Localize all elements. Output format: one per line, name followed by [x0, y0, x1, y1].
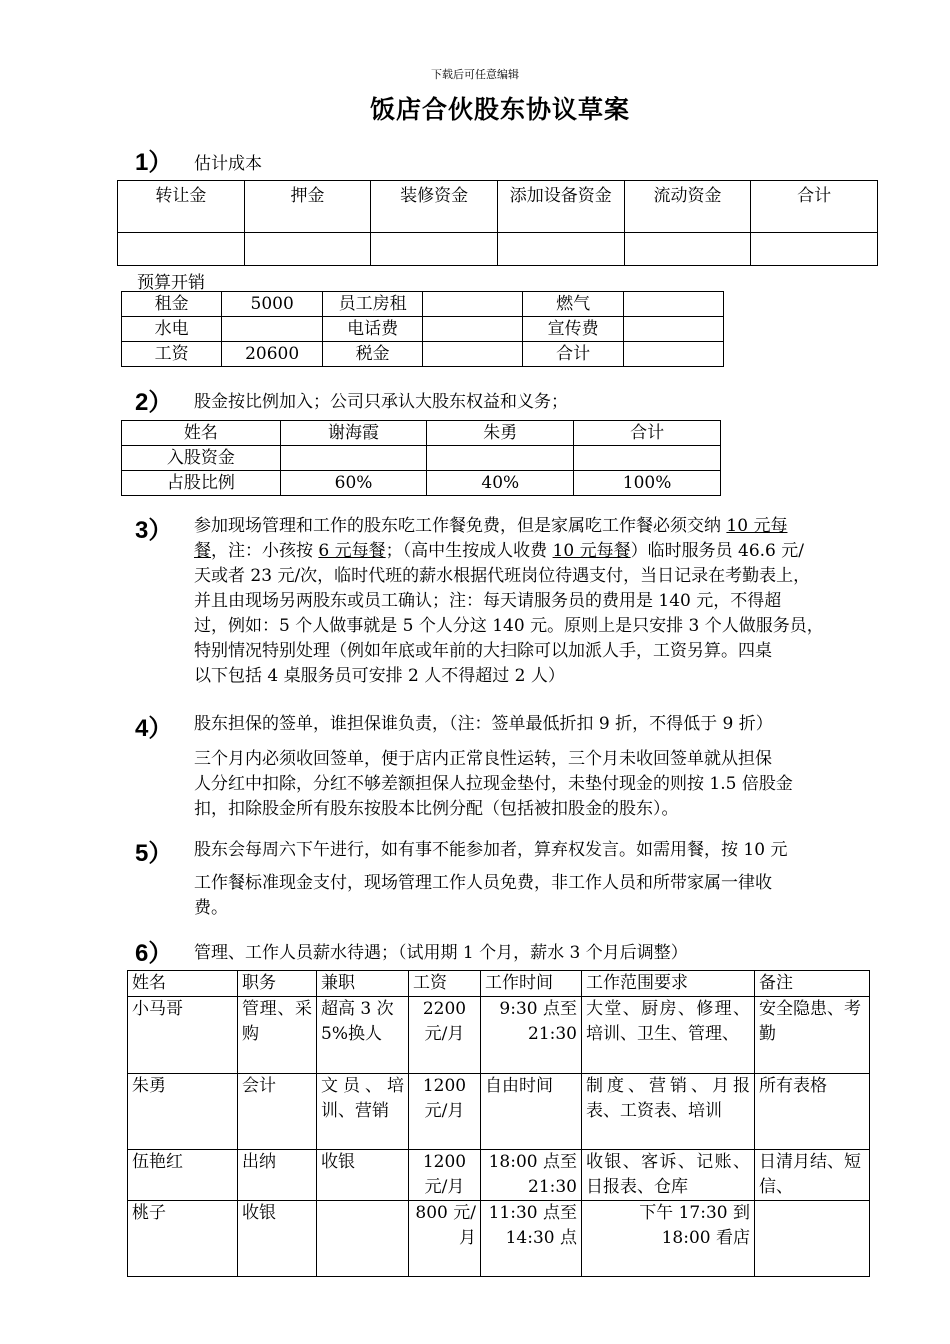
shares-header-partner-2: 朱勇 [427, 421, 574, 446]
budget-cell: 员工房租 [322, 292, 422, 317]
budget-cell: 电话费 [322, 317, 422, 342]
budget-label: 预算开销 [137, 273, 205, 293]
cost-cell [751, 233, 878, 266]
budget-cell [423, 317, 523, 342]
s3-text: 参加现场管理和工作的股东吃工作餐免费，但是家属吃工作餐必须交纳 [194, 516, 727, 536]
header-note: 下载后可任意编辑 [431, 68, 519, 81]
cost-cell [118, 233, 245, 266]
s3-line: 以下包括 4 桌服务员可安排 2 人不得超过 2 人） [194, 666, 565, 686]
staff-cell-scope: 大堂、厨房、修理、培训、卫生、管理、 [582, 997, 755, 1074]
cost-cell [244, 233, 371, 266]
staff-cell-notes: 安全隐患、考勤 [755, 997, 870, 1074]
section-4-body [194, 747, 864, 822]
shares-cell: 60% [280, 471, 427, 496]
cost-header-total: 合计 [751, 181, 878, 233]
section-4-number: 4） [135, 715, 173, 742]
budget-table [121, 291, 724, 367]
s3-text: ）临时服务员 46.6 元/ [630, 541, 804, 561]
cost-header-equipment: 添加设备资金 [497, 181, 624, 233]
budget-cell: 工资 [122, 342, 222, 367]
budget-cell [623, 342, 723, 367]
section-2-number: 2） [135, 389, 173, 416]
s3-underline: 6 元每餐 [318, 541, 386, 561]
staff-cell-salary: 1200 元/月 [409, 1074, 481, 1150]
shares-row-label: 入股资金 [122, 446, 281, 471]
cost-header-working-capital: 流动资金 [624, 181, 751, 233]
s5-line-1: 股东会每周六下午进行，如有事不能参加者，算弃权发言。如需用餐，按 10 元 [194, 840, 788, 860]
staff-cell-scope: 下午 17:30 到 18:00 看店 [582, 1201, 755, 1277]
budget-cell: 宣传费 [523, 317, 623, 342]
staff-cell-hours: 18:00 点至 21:30 [481, 1150, 582, 1201]
shares-header-name: 姓名 [122, 421, 281, 446]
staff-header-scope: 工作范围要求 [582, 971, 755, 997]
staff-header-position: 职务 [238, 971, 317, 997]
staff-cell-salary: 1200 元/月 [409, 1150, 481, 1201]
shares-cell: 40% [427, 471, 574, 496]
s3-line: 过，例如：5 个人做事就是 5 个人分这 140 元。原则上是只安排 3 个人做服务员， [194, 616, 824, 636]
s3-underline: 10 元每餐 [552, 541, 631, 561]
section-5-number: 5） [135, 840, 173, 867]
staff-table [127, 970, 870, 1277]
budget-cell: 合计 [523, 342, 623, 367]
budget-cell [222, 317, 323, 342]
budget-cell [623, 292, 723, 317]
section-6-text: 管理、工作人员薪水待遇；（试用期 1 个月，薪水 3 个月后调整） [194, 943, 688, 963]
staff-cell-name: 伍艳红 [128, 1150, 238, 1201]
staff-cell-scope: 收银、客诉、记账、日报表、仓库 [582, 1150, 755, 1201]
staff-cell-position: 会计 [238, 1074, 317, 1150]
s3-line: 天或者 23 元/次，临时代班的薪水根据代班岗位待遇支付，当日记录在考勤表上， [194, 566, 811, 586]
section-3-number: 3） [135, 517, 173, 544]
cost-cell [624, 233, 751, 266]
budget-cell [423, 342, 523, 367]
s4-line-1: 股东担保的签单，谁担保谁负责，（注：签单最低折扣 9 折，不得低于 9 折） [194, 714, 773, 734]
cost-cell [371, 233, 498, 266]
staff-cell-notes: 日清月结、短信、 [755, 1150, 870, 1201]
staff-cell-scope: 制度、营销、月报表、工资表、培训 [582, 1074, 755, 1150]
section-1-number: 1） [135, 149, 173, 176]
s3-line: 特别情况特别处理（例如年底或年前的大扫除可以加派人手，工资另算。四桌 [194, 641, 772, 661]
staff-cell-name: 朱勇 [128, 1074, 238, 1150]
shares-table [121, 420, 721, 496]
cost-header-renovation: 装修资金 [371, 181, 498, 233]
cost-header-transfer: 转让金 [118, 181, 245, 233]
shares-cell [574, 446, 721, 471]
s5-line: 工作餐标准现金支付，现场管理工作人员免费，非工作人员和所带家属一律收 [194, 873, 772, 893]
staff-cell-position: 出纳 [238, 1150, 317, 1201]
staff-cell-position: 收银 [238, 1201, 317, 1277]
budget-cell: 5000 [222, 292, 323, 317]
section-3-body [194, 514, 864, 689]
staff-cell-parttime: 超高 3 次 5%换人 [317, 997, 409, 1074]
staff-cell-notes: 所有表格 [755, 1074, 870, 1150]
s3-text: ，注：小孩按 [211, 541, 319, 561]
section-6-number: 6） [135, 940, 173, 967]
shares-row-label: 占股比例 [122, 471, 281, 496]
staff-cell-salary: 2200 元/月 [409, 997, 481, 1074]
budget-cell: 水电 [122, 317, 222, 342]
staff-cell-parttime: 收银 [317, 1150, 409, 1201]
s3-text: ；（高中生按成人收费 [385, 541, 553, 561]
staff-header-name: 姓名 [128, 971, 238, 997]
budget-cell: 税金 [322, 342, 422, 367]
budget-cell: 燃气 [523, 292, 623, 317]
staff-cell-notes [755, 1201, 870, 1277]
shares-header-partner-1: 谢海霞 [280, 421, 427, 446]
page-title: 饭店合伙股东协议草案 [369, 95, 630, 124]
section-5-body [194, 871, 864, 921]
s3-underline: 10 元每 [726, 516, 788, 536]
s4-line: 三个月内必须收回签单，便于店内正常良性运转，三个月未收回签单就从担保 [194, 749, 772, 769]
s4-line: 人分红中扣除，分红不够差额担保人拉现金垫付，未垫付现金的则按 1.5 倍股金 [194, 774, 793, 794]
budget-cell: 20600 [222, 342, 323, 367]
budget-cell: 租金 [122, 292, 222, 317]
staff-header-notes: 备注 [755, 971, 870, 997]
s3-line: 并且由现场另两股东或员工确认；注：每天请服务员的费用是 140 元，不得超 [194, 591, 782, 611]
cost-table [117, 180, 878, 266]
s4-line: 扣，扣除股金所有股东按股本比例分配（包括被扣股金的股东）。 [194, 799, 679, 819]
staff-cell-hours: 自由时间 [481, 1074, 582, 1150]
section-1-label: 估计成本 [194, 154, 262, 174]
budget-cell [423, 292, 523, 317]
shares-cell: 100% [574, 471, 721, 496]
staff-cell-salary: 800 元/月 [409, 1201, 481, 1277]
s3-underline: 餐 [194, 541, 211, 561]
s5-line: 费。 [194, 898, 228, 918]
budget-cell [623, 317, 723, 342]
staff-cell-position: 管理、采购 [238, 997, 317, 1074]
section-2-text: 股金按比例加入；公司只承认大股东权益和义务； [194, 392, 568, 412]
staff-cell-parttime: 文员、培训、营销 [317, 1074, 409, 1150]
cost-header-deposit: 押金 [244, 181, 371, 233]
staff-cell-name: 小马哥 [128, 997, 238, 1074]
staff-header-salary: 工资 [409, 971, 481, 997]
staff-cell-hours: 11:30 点至 14:30 点 [481, 1201, 582, 1277]
staff-header-parttime: 兼职 [317, 971, 409, 997]
staff-header-hours: 工作时间 [481, 971, 582, 997]
shares-header-total: 合计 [574, 421, 721, 446]
staff-cell-parttime [317, 1201, 409, 1277]
shares-cell [427, 446, 574, 471]
staff-cell-name: 桃子 [128, 1201, 238, 1277]
cost-cell [497, 233, 624, 266]
shares-cell [280, 446, 427, 471]
staff-cell-hours: 9:30 点至 21:30 [481, 997, 582, 1074]
